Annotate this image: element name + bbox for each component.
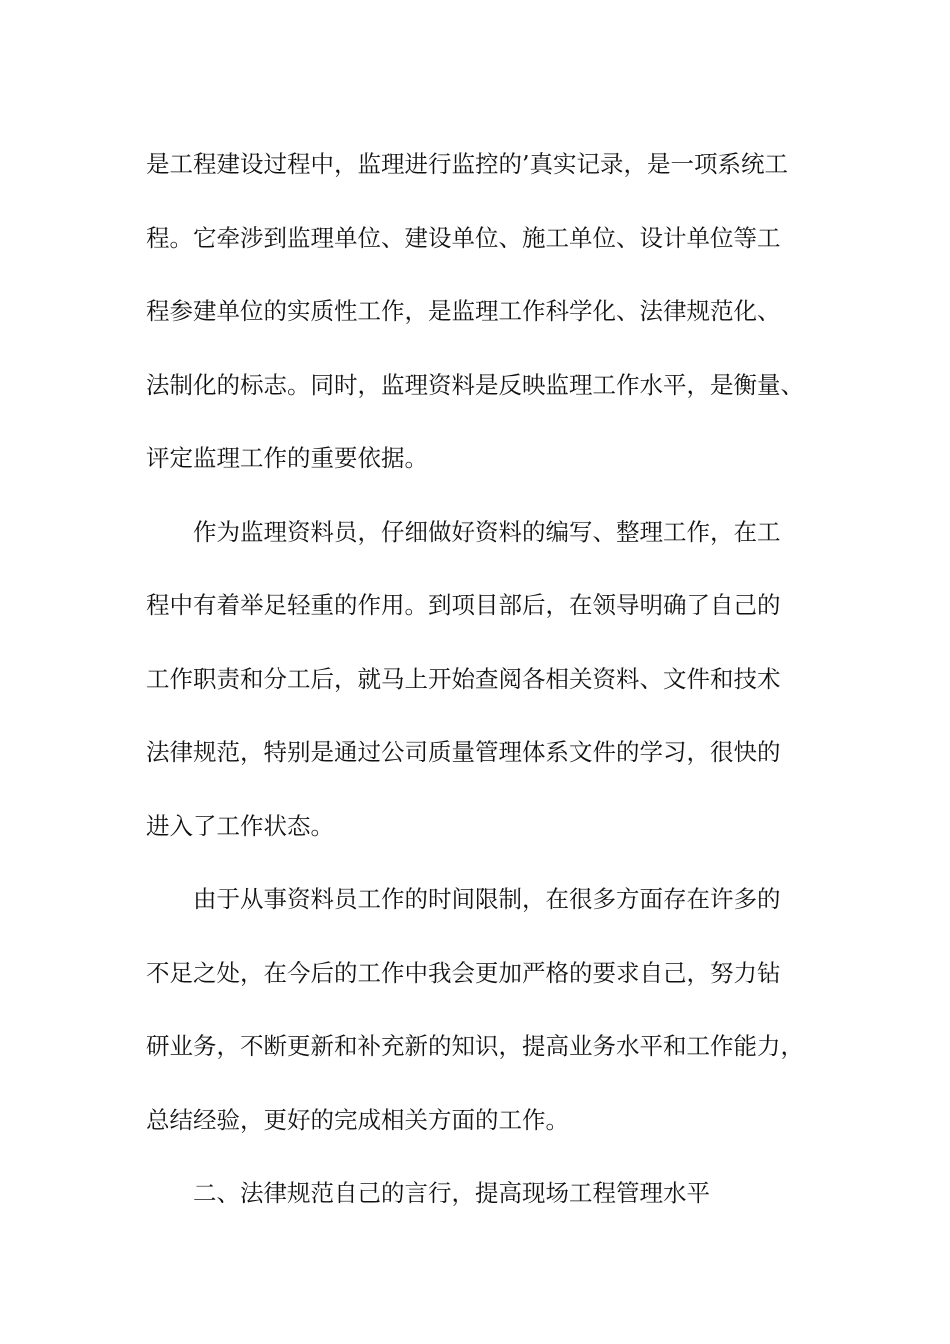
paragraph-line: 工作职责和分工后，就马上开始查阅各相关资料、文件和技术 bbox=[146, 664, 781, 693]
paragraph-line: 不足之处，在今后的工作中我会更加严格的要求自己，努力钻 bbox=[146, 958, 781, 987]
paragraph-line: 是工程建设过程中，监理进行监控的’真实记录，是一项系统工 bbox=[146, 150, 788, 178]
paragraph-line: 程。它牵涉到监理单位、建设单位、施工单位、设计单位等工 bbox=[146, 223, 781, 252]
paragraph-first-line: 作为监理资料员，仔细做好资料的编写、整理工作，在工 bbox=[193, 517, 781, 546]
paragraph-line: 法制化的标志。同时，监理资料是反映监理工作水平，是衡量、 bbox=[146, 370, 804, 399]
paragraph-line: 进入了工作状态。 bbox=[146, 811, 334, 840]
paragraph-first-line: 由于从事资料员工作的时间限制，在很多方面存在许多的 bbox=[193, 885, 781, 913]
paragraph-line: 总结经验，更好的完成相关方面的工作。 bbox=[146, 1105, 569, 1134]
paragraph-line: 程参建单位的实质性工作，是监理工作科学化、法律规范化、 bbox=[146, 297, 781, 325]
paragraph-line: 评定监理工作的重要依据。 bbox=[146, 444, 428, 472]
paragraph-line: 研业务，不断更新和补充新的知识，提高业务水平和工作能力， bbox=[146, 1032, 804, 1060]
section-heading: 二、法律规范自己的言行，提高现场工程管理水平 bbox=[193, 1179, 710, 1207]
document-body bbox=[146, 128, 816, 1231]
paragraph-line: 程中有着举足轻重的作用。到项目部后，在领导明确了自己的 bbox=[146, 591, 781, 619]
paragraph-line: 法律规范，特别是通过公司质量管理体系文件的学习，很快的 bbox=[146, 738, 781, 766]
